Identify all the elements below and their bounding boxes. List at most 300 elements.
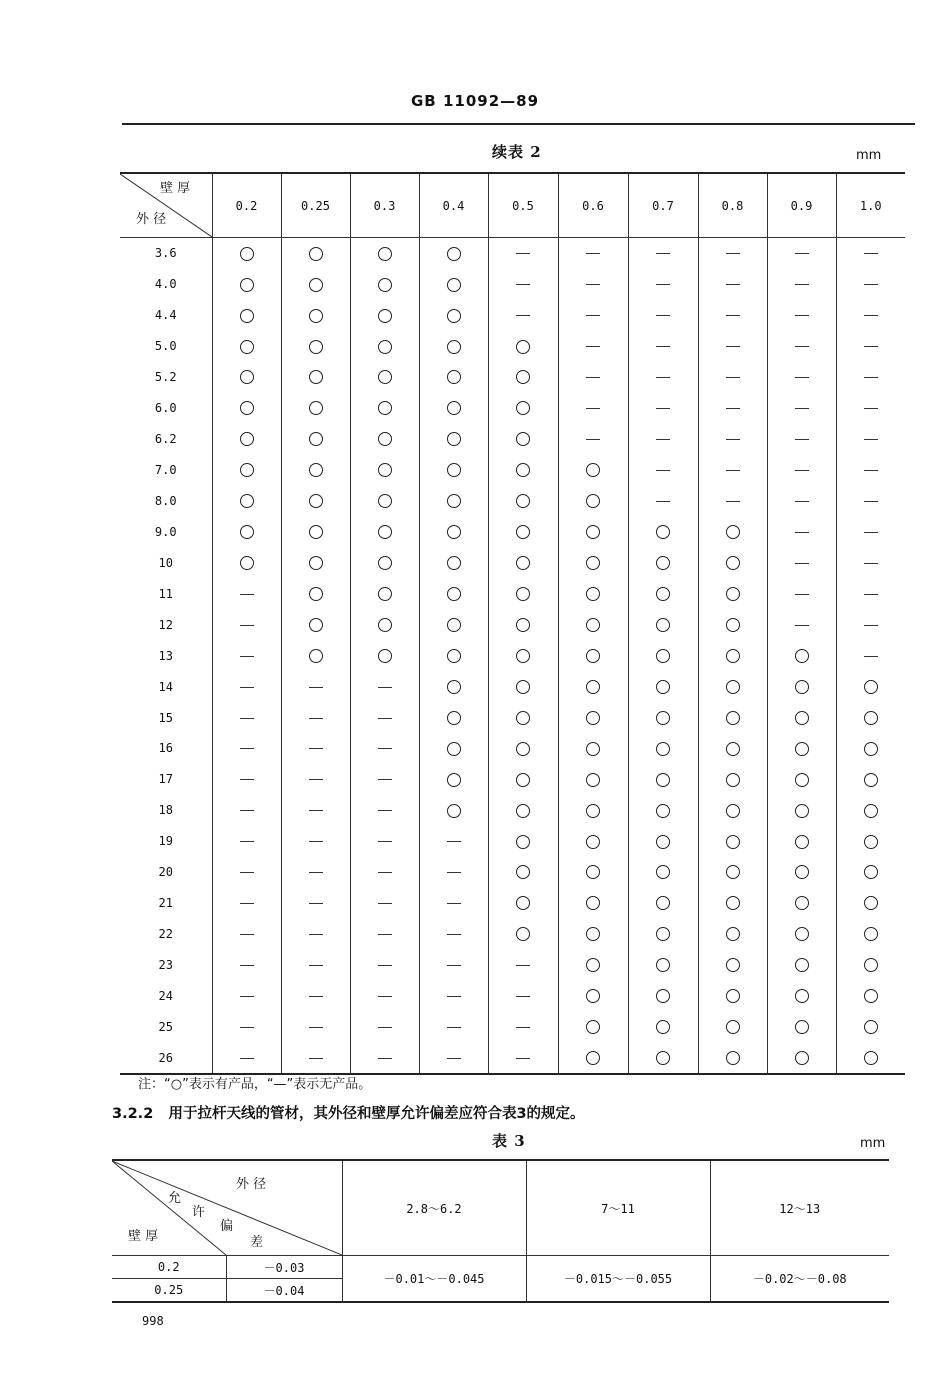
availability-cell [558, 393, 628, 424]
availability-cell [488, 919, 558, 950]
available-mark [240, 309, 254, 323]
availability-cell [419, 733, 488, 764]
table2-unit: mm [856, 148, 882, 163]
availability-cell [350, 393, 419, 424]
availability-cell [628, 1042, 698, 1074]
availability-cell [558, 1042, 628, 1074]
availability-cell [212, 424, 281, 455]
availability-cell [628, 702, 698, 733]
availability-cell [698, 702, 767, 733]
availability-cell [836, 300, 905, 331]
table3-unit: mm [860, 1136, 886, 1151]
outer-diameter-cell: 25 [158, 1019, 173, 1034]
available-mark [309, 618, 323, 632]
availability-cell [836, 1011, 905, 1042]
availability-cell [419, 516, 488, 547]
availability-cell [419, 919, 488, 950]
outer-diameter-cell: 19 [158, 834, 173, 849]
unavailable-mark [240, 687, 254, 688]
unavailable-mark [795, 439, 809, 440]
availability-cell [212, 950, 281, 981]
unavailable-mark [795, 532, 809, 533]
unavailable-mark [378, 841, 392, 842]
table-row [120, 795, 905, 826]
available-mark [864, 742, 878, 756]
unavailable-mark [240, 1058, 254, 1059]
available-mark [378, 370, 392, 384]
t3-corner-tol-3: 偏 [220, 1219, 234, 1234]
unavailable-mark [864, 346, 878, 347]
unavailable-mark [586, 284, 600, 285]
available-mark [864, 1051, 878, 1065]
wall-thickness-header: 0.5 [488, 173, 558, 238]
availability-cell [836, 516, 905, 547]
available-mark [447, 463, 461, 477]
availability-cell [488, 888, 558, 919]
availability-cell [836, 1042, 905, 1074]
availability-cell [558, 919, 628, 950]
availability-cell [419, 795, 488, 826]
outer-diameter-cell: 23 [158, 958, 173, 973]
unavailable-mark [726, 253, 740, 254]
availability-cell [419, 888, 488, 919]
table-row [120, 393, 905, 424]
unavailable-mark [795, 470, 809, 471]
unavailable-mark [656, 377, 670, 378]
wall-thickness-header: 0.9 [767, 173, 836, 238]
unavailable-mark [309, 872, 323, 873]
table-row [120, 981, 905, 1012]
available-mark [586, 463, 600, 477]
unavailable-mark [586, 377, 600, 378]
available-mark [447, 680, 461, 694]
table-row [120, 455, 905, 486]
availability-cell [488, 1042, 558, 1074]
availability-cell [212, 486, 281, 517]
unavailable-mark [516, 284, 530, 285]
availability-cell [212, 640, 281, 671]
available-mark [586, 742, 600, 756]
availability-cell [698, 300, 767, 331]
availability-cell [558, 362, 628, 393]
table-row [120, 424, 905, 455]
available-mark [586, 958, 600, 972]
unavailable-mark [864, 284, 878, 285]
availability-cell [212, 826, 281, 857]
availability-cell [836, 547, 905, 578]
availability-cell [767, 733, 836, 764]
availability-cell [281, 269, 350, 300]
unavailable-mark [309, 748, 323, 749]
unavailable-mark [864, 439, 878, 440]
availability-cell [558, 547, 628, 578]
available-mark [447, 309, 461, 323]
availability-cell [767, 331, 836, 362]
available-mark [447, 340, 461, 354]
unavailable-mark [656, 315, 670, 316]
availability-cell [628, 578, 698, 609]
availability-cell [836, 578, 905, 609]
unavailable-mark [378, 903, 392, 904]
available-mark [656, 927, 670, 941]
unavailable-mark [726, 439, 740, 440]
availability-cell [558, 640, 628, 671]
availability-cell [558, 702, 628, 733]
unavailable-mark [447, 1058, 461, 1059]
table-row [120, 1011, 905, 1042]
table3 [112, 1159, 889, 1303]
unavailable-mark [240, 1027, 254, 1028]
availability-cell [350, 269, 419, 300]
t3-corner-tol-1: 允 [168, 1191, 182, 1206]
availability-cell [419, 702, 488, 733]
availability-cell [212, 702, 281, 733]
availability-cell [419, 331, 488, 362]
available-mark [447, 247, 461, 261]
available-mark [864, 865, 878, 879]
availability-cell [419, 1011, 488, 1042]
availability-cell [488, 238, 558, 269]
availability-cell [836, 393, 905, 424]
available-mark [309, 340, 323, 354]
unavailable-mark [309, 903, 323, 904]
available-mark [516, 927, 530, 941]
outer-diameter-cell: 11 [158, 586, 173, 601]
available-mark [795, 1020, 809, 1034]
availability-cell [488, 486, 558, 517]
available-mark [378, 432, 392, 446]
available-mark [726, 1020, 740, 1034]
unavailable-mark [586, 439, 600, 440]
availability-cell [419, 455, 488, 486]
unavailable-mark [240, 841, 254, 842]
t3-corner-tol-4: 差 [250, 1235, 264, 1250]
available-mark [795, 711, 809, 725]
unavailable-mark [309, 1027, 323, 1028]
table3-row [112, 1256, 889, 1279]
availability-cell [558, 764, 628, 795]
availability-cell [558, 238, 628, 269]
table-row [120, 1042, 905, 1074]
table2-corner-cell [120, 173, 212, 238]
unavailable-mark [864, 470, 878, 471]
unavailable-mark [795, 408, 809, 409]
table-row [120, 516, 905, 547]
available-mark [726, 804, 740, 818]
availability-cell [350, 300, 419, 331]
available-mark [864, 958, 878, 972]
available-mark [378, 649, 392, 663]
unavailable-mark [656, 408, 670, 409]
availability-cell [488, 764, 558, 795]
availability-cell [281, 331, 350, 362]
availability-cell [836, 888, 905, 919]
available-mark [516, 649, 530, 663]
unavailable-mark [656, 470, 670, 471]
availability-cell [419, 764, 488, 795]
available-mark [864, 896, 878, 910]
availability-cell [488, 393, 558, 424]
t3-corner-tol-2: 许 [192, 1205, 206, 1220]
available-mark [656, 711, 670, 725]
available-mark [586, 835, 600, 849]
available-mark [516, 773, 530, 787]
available-mark [656, 773, 670, 787]
availability-cell [488, 269, 558, 300]
availability-cell [419, 857, 488, 888]
available-mark [795, 742, 809, 756]
availability-cell [628, 640, 698, 671]
available-mark [516, 340, 530, 354]
availability-cell [698, 950, 767, 981]
available-mark [656, 989, 670, 1003]
unavailable-mark [309, 1058, 323, 1059]
outer-diameter-cell: 10 [158, 555, 173, 570]
section-text: 用于拉杆天线的管材，其外径和壁厚允许偏差应符合表3的规定。 [168, 1106, 585, 1122]
available-mark [726, 896, 740, 910]
t3-od-tol: －0.015～－0.055 [526, 1256, 710, 1303]
availability-cell [488, 1011, 558, 1042]
available-mark [378, 587, 392, 601]
available-mark [309, 370, 323, 384]
corner-od-label: 外 径 [136, 212, 167, 227]
unavailable-mark [795, 625, 809, 626]
availability-cell [628, 826, 698, 857]
available-mark [240, 401, 254, 415]
unavailable-mark [447, 996, 461, 997]
available-mark [656, 865, 670, 879]
availability-cell [350, 1042, 419, 1074]
unavailable-mark [864, 501, 878, 502]
unavailable-mark [656, 253, 670, 254]
available-mark [309, 587, 323, 601]
available-mark [656, 680, 670, 694]
availability-cell [558, 857, 628, 888]
availability-cell [488, 609, 558, 640]
available-mark [586, 773, 600, 787]
corner-wall-label: 壁 厚 [160, 181, 191, 196]
availability-cell [488, 578, 558, 609]
availability-cell [350, 671, 419, 702]
availability-cell [281, 857, 350, 888]
available-mark [447, 773, 461, 787]
available-mark [656, 958, 670, 972]
availability-cell [698, 1011, 767, 1042]
unavailable-mark [240, 718, 254, 719]
availability-cell [488, 640, 558, 671]
available-mark [378, 556, 392, 570]
availability-cell [419, 486, 488, 517]
unavailable-mark [378, 687, 392, 688]
available-mark [656, 742, 670, 756]
availability-cell [698, 578, 767, 609]
availability-cell [628, 733, 698, 764]
unavailable-mark [726, 284, 740, 285]
availability-cell [767, 455, 836, 486]
available-mark [309, 401, 323, 415]
table-row [120, 888, 905, 919]
available-mark [586, 680, 600, 694]
availability-cell [698, 455, 767, 486]
available-mark [586, 649, 600, 663]
availability-cell [836, 486, 905, 517]
availability-cell [212, 733, 281, 764]
available-mark [447, 556, 461, 570]
t3-wall-tol: －0.03 [226, 1256, 342, 1279]
available-mark [726, 835, 740, 849]
outer-diameter-cell: 6.2 [154, 432, 177, 447]
availability-cell [767, 238, 836, 269]
outer-diameter-cell: 26 [120, 1042, 212, 1074]
availability-cell [281, 671, 350, 702]
availability-cell [281, 455, 350, 486]
available-mark [656, 525, 670, 539]
availability-cell [281, 393, 350, 424]
unavailable-mark [656, 284, 670, 285]
table-row [120, 609, 905, 640]
availability-cell [767, 486, 836, 517]
outer-diameter-cell: 5.2 [154, 370, 177, 385]
availability-cell [836, 981, 905, 1012]
availability-cell [212, 919, 281, 950]
unavailable-mark [378, 934, 392, 935]
available-mark [447, 278, 461, 292]
availability-cell [836, 640, 905, 671]
available-mark [795, 804, 809, 818]
availability-cell [350, 331, 419, 362]
availability-cell [836, 238, 905, 269]
table-row [120, 857, 905, 888]
availability-cell [558, 888, 628, 919]
available-mark [656, 1051, 670, 1065]
availability-cell [836, 857, 905, 888]
availability-cell [767, 609, 836, 640]
availability-cell [281, 640, 350, 671]
available-mark [447, 649, 461, 663]
availability-cell [767, 981, 836, 1012]
t3-col-head: 2.8～6.2 [342, 1160, 526, 1256]
available-mark [309, 556, 323, 570]
availability-cell [558, 424, 628, 455]
unavailable-mark [516, 315, 530, 316]
availability-cell [350, 733, 419, 764]
available-mark [516, 865, 530, 879]
outer-diameter-cell: 3.6 [154, 246, 177, 261]
available-mark [378, 401, 392, 415]
availability-cell [628, 1011, 698, 1042]
available-mark [586, 989, 600, 1003]
table-row [120, 702, 905, 733]
availability-cell [558, 795, 628, 826]
unavailable-mark [516, 1027, 530, 1028]
availability-cell [488, 733, 558, 764]
table2-note: 注：“○”表示有产品，“—”表示无产品。 [138, 1077, 372, 1092]
availability-cell [836, 826, 905, 857]
table2-body [120, 238, 905, 1075]
outer-diameter-cell: 12 [158, 617, 173, 632]
availability-cell [419, 578, 488, 609]
availability-cell [767, 640, 836, 671]
availability-cell [350, 1011, 419, 1042]
available-mark [726, 525, 740, 539]
available-mark [447, 804, 461, 818]
unavailable-mark [309, 996, 323, 997]
availability-cell [698, 764, 767, 795]
availability-cell [350, 702, 419, 733]
t3-od-tol: －0.02～－0.08 [710, 1256, 889, 1303]
availability-cell [558, 1011, 628, 1042]
availability-cell [212, 269, 281, 300]
available-mark [516, 401, 530, 415]
wall-thickness-header: 0.7 [628, 173, 698, 238]
availability-cell [767, 826, 836, 857]
available-mark [240, 525, 254, 539]
t3-wall-tol: －0.04 [226, 1279, 342, 1303]
unavailable-mark [309, 718, 323, 719]
table-row [120, 238, 905, 269]
available-mark [586, 1051, 600, 1065]
unavailable-mark [656, 501, 670, 502]
availability-cell [836, 609, 905, 640]
available-mark [240, 247, 254, 261]
table3-caption: 表 3 [492, 1132, 526, 1150]
availability-cell [628, 516, 698, 547]
availability-cell [488, 702, 558, 733]
available-mark [447, 370, 461, 384]
available-mark [447, 711, 461, 725]
section-paragraph [112, 1102, 585, 1123]
availability-cell [350, 950, 419, 981]
availability-cell [767, 795, 836, 826]
unavailable-mark [795, 315, 809, 316]
unavailable-mark [586, 253, 600, 254]
t3-col-head: 12～13 [710, 1160, 889, 1256]
availability-cell [558, 331, 628, 362]
availability-cell [281, 1042, 350, 1074]
available-mark [726, 649, 740, 663]
table-row [120, 733, 905, 764]
availability-cell [350, 547, 419, 578]
available-mark [516, 556, 530, 570]
unavailable-mark [586, 346, 600, 347]
availability-cell [767, 547, 836, 578]
availability-cell [698, 640, 767, 671]
available-mark [656, 804, 670, 818]
availability-cell [698, 671, 767, 702]
availability-cell [350, 486, 419, 517]
availability-cell [419, 238, 488, 269]
table-row [120, 269, 905, 300]
unavailable-mark [309, 841, 323, 842]
wall-thickness-header: 0.4 [419, 173, 488, 238]
available-mark [309, 247, 323, 261]
availability-cell [836, 455, 905, 486]
available-mark [516, 587, 530, 601]
availability-cell [767, 516, 836, 547]
available-mark [726, 927, 740, 941]
unavailable-mark [240, 594, 254, 595]
unavailable-mark [378, 872, 392, 873]
available-mark [240, 494, 254, 508]
table-row [120, 950, 905, 981]
outer-diameter-cell: 21 [158, 896, 173, 911]
availability-cell [698, 516, 767, 547]
availability-cell [488, 455, 558, 486]
available-mark [864, 835, 878, 849]
available-mark [516, 835, 530, 849]
availability-cell [281, 238, 350, 269]
outer-diameter-cell: 7.0 [154, 463, 177, 478]
